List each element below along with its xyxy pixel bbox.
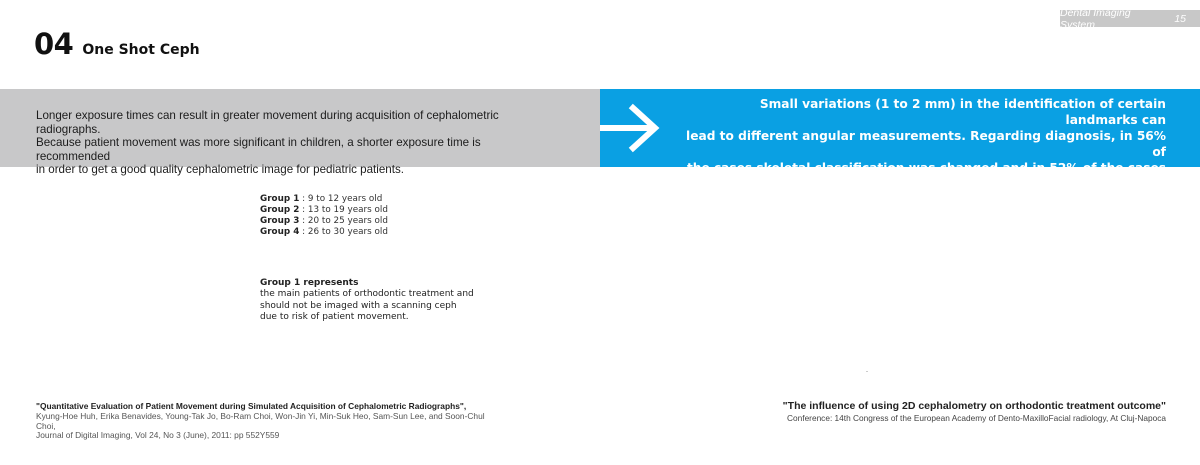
group-label: Group 2	[260, 205, 300, 215]
highlight-line: malocclusion classification was altered, after evaluating the LCR.	[716, 177, 1166, 191]
page-number: 15	[1174, 12, 1186, 25]
header-tag	[1060, 6, 1200, 31]
highlight-line: lead to different angular measurements. Regarding diagnosis, in 56% of	[686, 129, 1166, 159]
exposure-note-line: Longer exposure times can result in greater movement during acquisition of cephalometric radiographs.	[36, 109, 499, 136]
group-note-line: due to risk of patient movement.	[260, 311, 409, 322]
group-range: : 26 to 30 years old	[299, 227, 388, 237]
group-item	[260, 205, 388, 216]
right-arrow-icon	[600, 102, 662, 154]
exposure-note-line: Because patient movement was more significant in children, a shorter exposure time is recommended	[36, 136, 481, 163]
page-title	[34, 27, 200, 61]
group-note	[260, 278, 510, 323]
section-title: One Shot Ceph	[82, 42, 200, 58]
reference-left-title: "Quantitative Evaluation of Patient Movement during Simulated Acquisition of Cephalometric Radiographs",	[36, 401, 467, 411]
group-item	[260, 227, 388, 238]
group-item	[260, 194, 388, 205]
group-range: : 13 to 19 years old	[299, 205, 388, 215]
section-number: 04	[34, 27, 74, 61]
group-label: Group 3	[260, 216, 300, 226]
exposure-note-text	[36, 109, 556, 177]
group-label: Group 1	[260, 194, 300, 204]
reference-right-subtitle: Conference: 14th Congress of the European Academy of Dento-MaxilloFacial radiology, At Cluj-Napoca	[787, 413, 1166, 423]
exposure-note-line: in order to get a good quality cephalometric image for pediatric patients.	[36, 163, 404, 176]
group-note-line: the main patients of orthodontic treatment and	[260, 289, 474, 300]
diagnosis-highlight-band	[600, 89, 1200, 191]
age-groups-list	[260, 194, 388, 238]
reference-left-line: Journal of Digital Imaging, Vol 24, No 3 (June), 2011: pp 552Y559	[36, 430, 280, 441]
exposure-note-band	[0, 89, 600, 176]
group-note-line: should not be imaged with a scanning ceph	[260, 300, 457, 311]
diagnosis-highlight-text	[686, 96, 1166, 192]
reference-right-title: "The influence of using 2D cephalometry on orthodontic treatment outcome"	[782, 400, 1166, 412]
group-range: : 9 to 12 years old	[299, 194, 383, 204]
decorative-dot	[866, 371, 868, 372]
reference-left-line: Kyung-Hoe Huh, Erika Benavides, Young-Tak Jo, Bo-Ram Choi, Won-Jin Yi, Min-Suk Heo, Sam-Sun Lee, and Soon-Chul Choi,	[36, 410, 485, 431]
reference-left	[36, 402, 506, 441]
group-label: Group 4	[260, 227, 300, 237]
highlight-line: the cases skeletal classification was changed and in 52% of the cases	[686, 161, 1166, 175]
section-name: Dental Imaging System	[1060, 6, 1131, 31]
reference-right	[726, 400, 1166, 424]
group-item	[260, 216, 388, 227]
highlight-line: Small variations (1 to 2 mm) in the identification of certain landmarks can	[759, 97, 1166, 127]
group-range: : 20 to 25 years old	[299, 216, 388, 226]
group-note-title: Group 1 represents	[260, 278, 359, 288]
